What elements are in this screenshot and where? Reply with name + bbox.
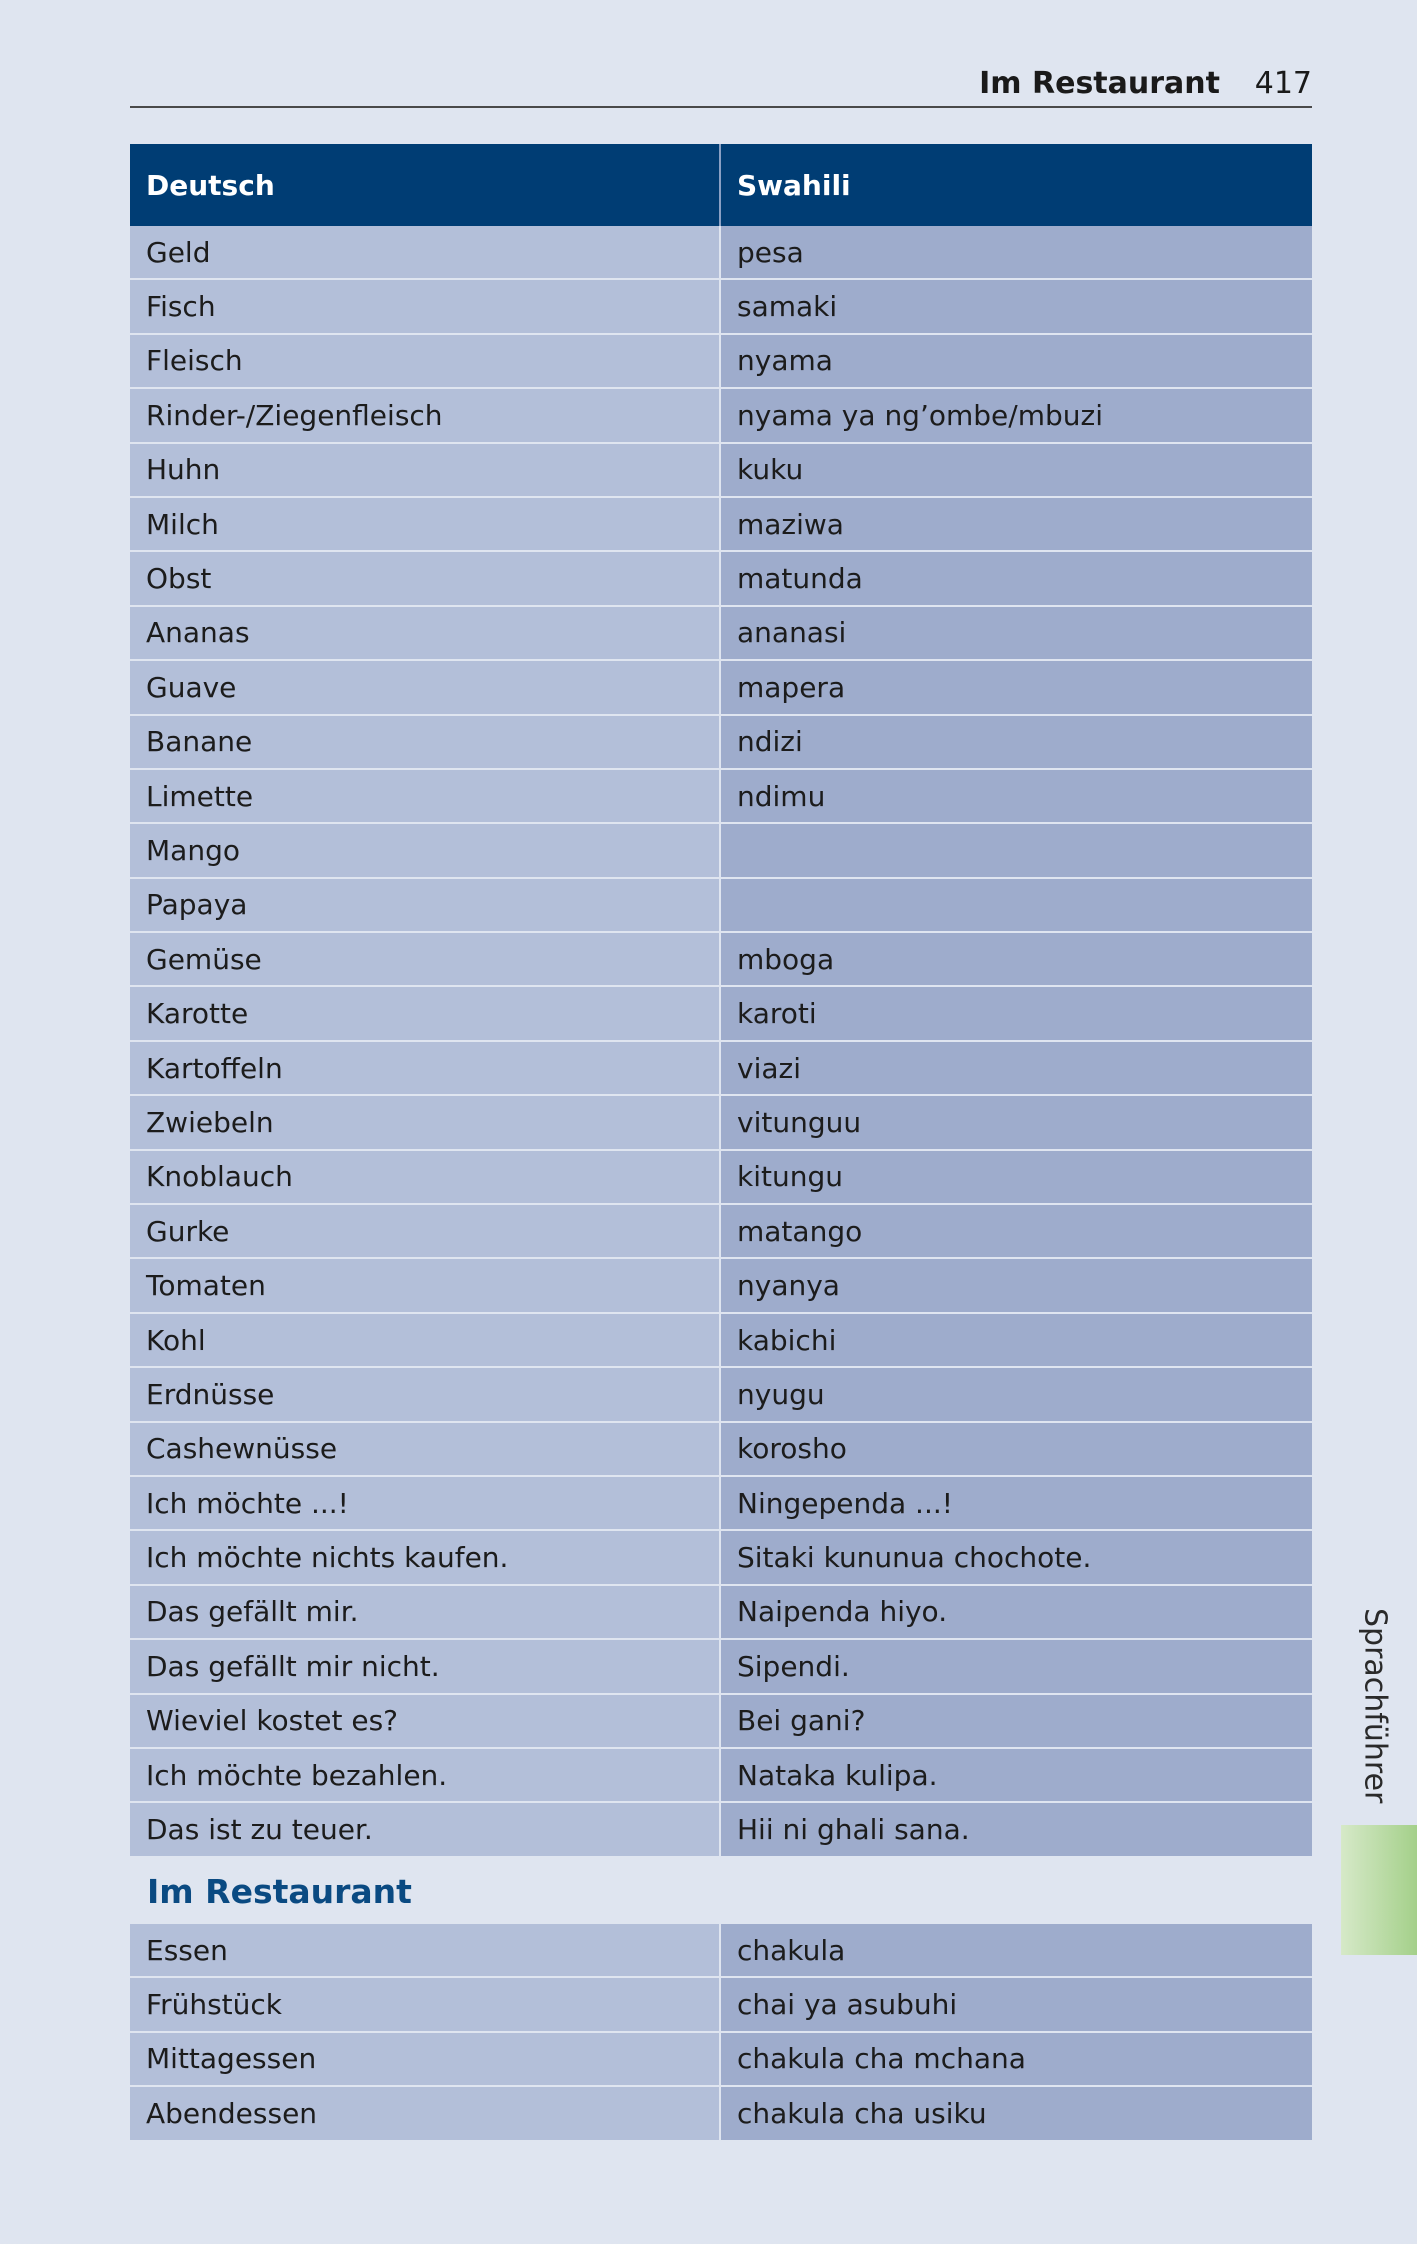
cell-deutsch: Milch: [130, 497, 720, 551]
cell-swahili: nyama: [720, 334, 1312, 388]
table-row: [130, 715, 1312, 769]
cell-swahili: Ningependa ...!: [720, 1476, 1312, 1530]
table-row: [130, 1585, 1312, 1639]
cell-deutsch: Das gefällt mir.: [130, 1585, 720, 1639]
cell-swahili: mapera: [720, 660, 1312, 714]
table-row: [130, 1639, 1312, 1693]
table-row: [130, 388, 1312, 442]
cell-deutsch: Geld: [130, 226, 720, 279]
cell-deutsch: Ananas: [130, 606, 720, 660]
table-row: [130, 443, 1312, 497]
cell-swahili: matango: [720, 1204, 1312, 1258]
cell-swahili: chai ya asubuhi: [720, 1977, 1312, 2031]
table-row: [130, 1748, 1312, 1802]
cell-deutsch: Ich möchte bezahlen.: [130, 1748, 720, 1802]
cell-deutsch: Essen: [130, 1924, 720, 1977]
table-row: [130, 1041, 1312, 1095]
table-row: [130, 1694, 1312, 1748]
cell-deutsch: Obst: [130, 551, 720, 605]
table-row: [130, 1150, 1312, 1204]
table-row: [130, 1422, 1312, 1476]
column-header-deutsch: Deutsch: [130, 144, 720, 226]
table-row: [130, 1476, 1312, 1530]
cell-swahili: chakula cha mchana: [720, 2032, 1312, 2086]
side-tab-text: Sprachführer: [1357, 1608, 1393, 1804]
table-row: [130, 497, 1312, 551]
table-row: [130, 551, 1312, 605]
vocabulary-table: [130, 144, 1312, 1858]
cell-swahili: nyanya: [720, 1258, 1312, 1312]
column-header-swahili: Swahili: [720, 144, 1312, 226]
cell-swahili: Sipendi.: [720, 1639, 1312, 1693]
table-row: [130, 878, 1312, 932]
cell-deutsch: Frühstück: [130, 1977, 720, 2031]
cell-swahili: ndimu: [720, 769, 1312, 823]
table-row: [130, 1977, 1312, 2031]
cell-deutsch: Kohl: [130, 1313, 720, 1367]
cell-deutsch: Papaya: [130, 878, 720, 932]
cell-swahili: nyugu: [720, 1367, 1312, 1421]
table-row: [130, 1204, 1312, 1258]
cell-deutsch: Das ist zu teuer.: [130, 1802, 720, 1856]
cell-swahili: chakula cha usiku: [720, 2086, 1312, 2140]
running-head-title: Im Restaurant: [979, 66, 1220, 101]
cell-swahili: korosho: [720, 1422, 1312, 1476]
table-row: [130, 823, 1312, 877]
cell-swahili: pesa: [720, 226, 1312, 279]
cell-swahili: chakula: [720, 1924, 1312, 1977]
table-row: [130, 1313, 1312, 1367]
table-row: [130, 660, 1312, 714]
table-row: [130, 1258, 1312, 1312]
cell-swahili: vitunguu: [720, 1095, 1312, 1149]
cell-swahili: Sitaki kununua chochote.: [720, 1530, 1312, 1584]
cell-deutsch: Huhn: [130, 443, 720, 497]
cell-deutsch: Limette: [130, 769, 720, 823]
table-row: [130, 1924, 1312, 1977]
cell-deutsch: Kartoffeln: [130, 1041, 720, 1095]
cell-deutsch: Mango: [130, 823, 720, 877]
restaurant-vocabulary-table: [130, 1924, 1312, 2142]
cell-swahili: viazi: [720, 1041, 1312, 1095]
table-row: [130, 279, 1312, 333]
table-row: [130, 226, 1312, 279]
cell-deutsch: Zwiebeln: [130, 1095, 720, 1149]
cell-swahili: Hii ni ghali sana.: [720, 1802, 1312, 1856]
cell-deutsch: Rinder-/Ziegenfleisch: [130, 388, 720, 442]
cell-deutsch: Tomaten: [130, 1258, 720, 1312]
cell-deutsch: Gemüse: [130, 932, 720, 986]
cell-swahili: Nataka kulipa.: [720, 1748, 1312, 1802]
cell-deutsch: Banane: [130, 715, 720, 769]
cell-swahili: ananasi: [720, 606, 1312, 660]
cell-deutsch: Das gefällt mir nicht.: [130, 1639, 720, 1693]
section-heading-restaurant: Im Restaurant: [147, 1872, 412, 1911]
table-row: [130, 1530, 1312, 1584]
cell-deutsch: Karotte: [130, 986, 720, 1040]
cell-deutsch: Ich möchte ...!: [130, 1476, 720, 1530]
cell-deutsch: Knoblauch: [130, 1150, 720, 1204]
table-row: [130, 932, 1312, 986]
cell-deutsch: Cashewnüsse: [130, 1422, 720, 1476]
cell-swahili: kitungu: [720, 1150, 1312, 1204]
page-number: 417: [1254, 66, 1312, 101]
table-row: [130, 2032, 1312, 2086]
table-row: [130, 1367, 1312, 1421]
table-row: [130, 2086, 1312, 2140]
cell-deutsch: Abendessen: [130, 2086, 720, 2140]
cell-swahili: mboga: [720, 932, 1312, 986]
cell-deutsch: Fisch: [130, 279, 720, 333]
cell-swahili: ndizi: [720, 715, 1312, 769]
cell-deutsch: Wieviel kostet es?: [130, 1694, 720, 1748]
cell-swahili: karoti: [720, 986, 1312, 1040]
cell-swahili: kabichi: [720, 1313, 1312, 1367]
table-row: [130, 334, 1312, 388]
cell-swahili: matunda: [720, 551, 1312, 605]
cell-swahili: nyama ya ng’ombe/mbuzi: [720, 388, 1312, 442]
table-row: [130, 606, 1312, 660]
cell-swahili: Naipenda hiyo.: [720, 1585, 1312, 1639]
cell-deutsch: Fleisch: [130, 334, 720, 388]
cell-deutsch: Gurke: [130, 1204, 720, 1258]
cell-swahili: samaki: [720, 279, 1312, 333]
table-row: [130, 1095, 1312, 1149]
running-head: [130, 62, 1312, 108]
cell-deutsch: Mittagessen: [130, 2032, 720, 2086]
restaurant-table-body: [130, 1924, 1312, 2141]
cell-deutsch: Erdnüsse: [130, 1367, 720, 1421]
cell-swahili: Bei gani?: [720, 1694, 1312, 1748]
table-row: [130, 986, 1312, 1040]
side-tab-label: [1330, 1608, 1417, 1808]
table-row: [130, 1802, 1312, 1856]
cell-swahili: [720, 878, 1312, 932]
table-header-row: [130, 144, 1312, 226]
cell-swahili: kuku: [720, 443, 1312, 497]
cell-deutsch: Ich möchte nichts kaufen.: [130, 1530, 720, 1584]
cell-swahili: maziwa: [720, 497, 1312, 551]
vocabulary-table-body: [130, 226, 1312, 1857]
cell-swahili: [720, 823, 1312, 877]
table-row: [130, 769, 1312, 823]
side-tab-color-marker: [1341, 1825, 1417, 1955]
cell-deutsch: Guave: [130, 660, 720, 714]
